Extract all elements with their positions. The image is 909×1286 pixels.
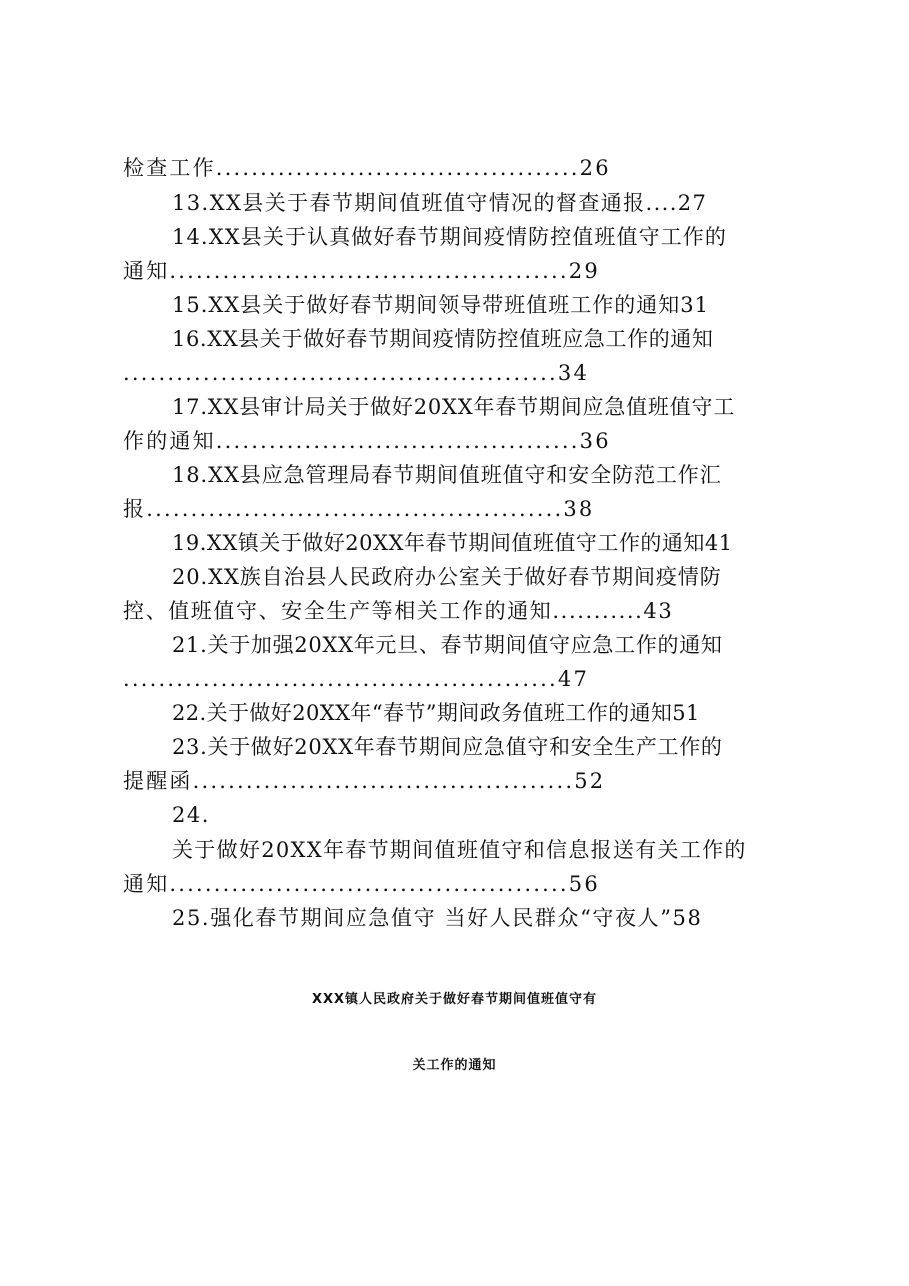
toc-line: 14.XX县关于认真做好春节期间疫情防控值班值守工作的: [172, 225, 727, 249]
toc-line: 通知.............................................29: [123, 259, 600, 283]
toc-line: 17.XX县审计局关于做好20XX年春节期间应急值班值守工: [172, 395, 736, 419]
document-title-line-1: XXX镇人民政府关于做好春节期间值班值守有: [311, 992, 598, 1007]
toc-line: 24.: [172, 803, 210, 827]
toc-line: 21.关于加强20XX年元旦、春节期间值守应急工作的通知: [172, 633, 723, 657]
toc-line: 23.关于做好20XX年春节期间应急值守和安全生产工作的: [172, 735, 723, 759]
toc-line: 19.XX镇关于做好20XX年春节期间值班值守工作的通知41: [172, 531, 733, 555]
toc-line: 13.XX县关于春节期间值班值守情况的督查通报....27: [172, 191, 708, 215]
toc-line: 25.强化春节期间应急值守 当好人民群众“守夜人”58: [172, 906, 703, 930]
toc-line: 通知.............................................56: [123, 872, 600, 896]
toc-line: .................................................47: [123, 667, 590, 691]
toc-line: 检查工作.........................................26: [123, 156, 611, 180]
toc-line: 18.XX县应急管理局春节期间值班值守和安全防范工作汇: [172, 463, 722, 487]
toc-line: 作的通知.........................................36: [123, 429, 611, 453]
toc-line: 20.XX族自治县人民政府办公室关于做好春节期间疫情防: [172, 565, 722, 589]
toc-line: 关于做好20XX年春节期间值班值守和信息报送有关工作的: [172, 838, 747, 862]
toc-line: 报...............................................38: [123, 497, 595, 521]
toc-line: 提醒函...........................................52: [123, 769, 606, 793]
document-title-line-2: 关工作的通知: [412, 1058, 497, 1073]
toc-line: 16.XX县关于做好春节期间疫情防控值班应急工作的通知: [172, 327, 714, 351]
toc-line: 控、值班值守、安全生产等相关工作的通知...........43: [123, 599, 674, 623]
toc-line: 22.关于做好20XX年“春节”期间政务值班工作的通知51: [172, 701, 700, 725]
toc-line: 15.XX县关于做好春节期间领导带班值班工作的通知31: [172, 293, 710, 317]
toc-line: .................................................34: [123, 361, 590, 385]
